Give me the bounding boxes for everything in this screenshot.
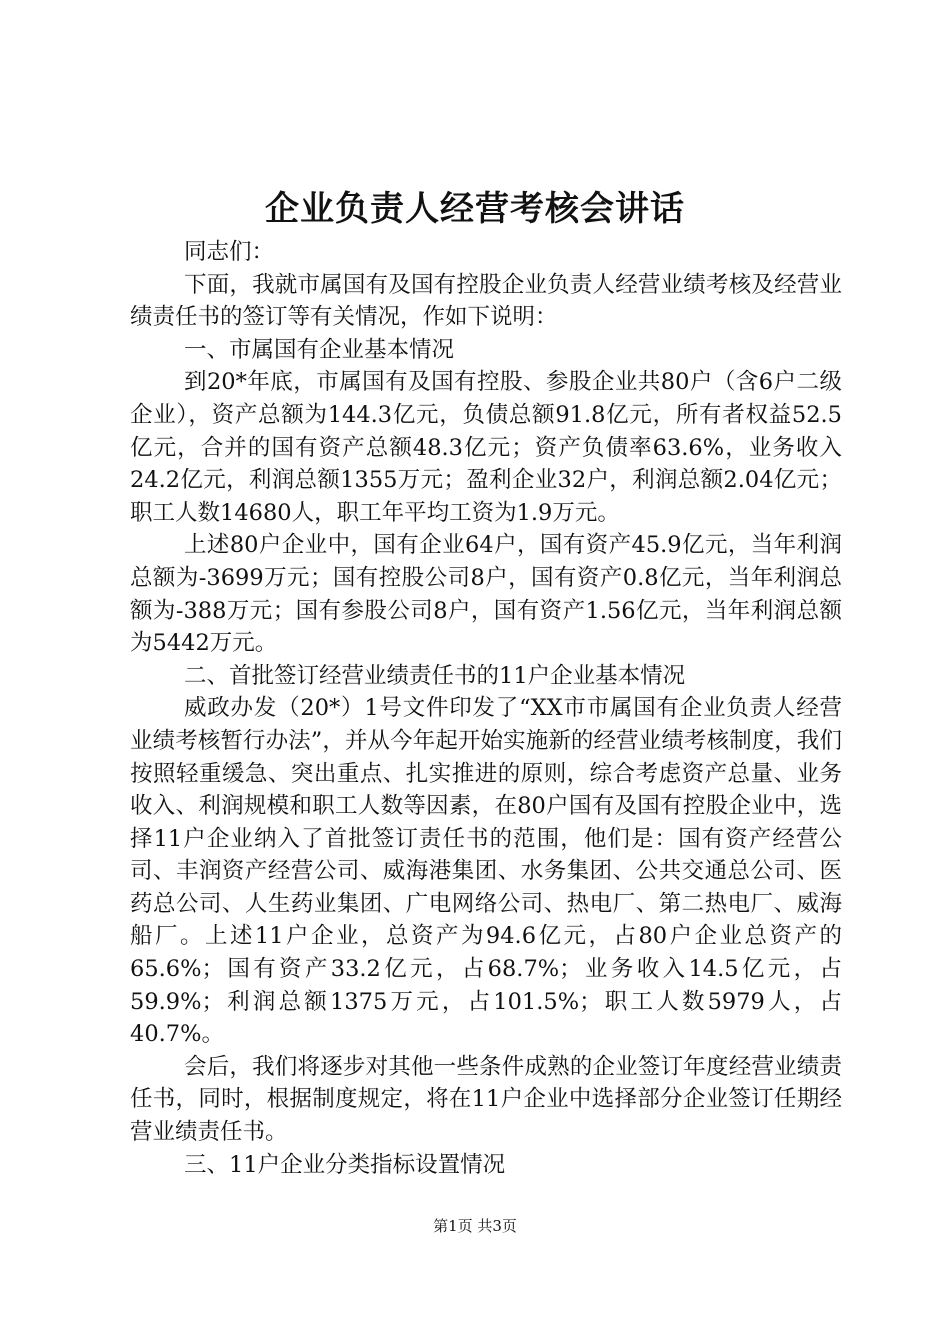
section-heading-3: 三、11户企业分类指标设置情况 <box>184 1151 506 1178</box>
intro-paragraph: 下面，我就市属国有及国有控股企业负责人经营业绩考核及经营业绩责任书的签订等有关情况，作如下说明： <box>130 271 842 331</box>
document-body <box>130 236 842 1181</box>
page-footer: 第1页 共3页 <box>433 1217 517 1235</box>
section-heading-2: 二、首批签订经营业绩责任书的11户企业基本情况 <box>184 662 686 689</box>
body-paragraph: 威政办发（20*）1号文件印发了“XX市市属国有企业负责人经营业绩考核暂行办法”，并从今年起开始实施新的经营业绩考核制度，我们按照轻重缓急、突出重点、扎实推进的原则，综合考虑资产总量、业务收入、利润规模和职工人数等因素，在80户国有及国有控股企业中，选择11户企业纳入了首批签订责任书的范围，他们是：国有资产经营公司、丰润资产经营公司、威海港集团、水务集团、公共交通总公司、医药总公司、人生药业集团、广电网络公司、热电厂、第二热电厂、威海船厂。上述11户企业，总资产为94.6亿元，占80户企业总资产的65.6%；国有资产33.2亿元，占68.7%；业务收入14.5亿元，占59.9%；利润总额1375万元，占101.5%；职工人数5979人，占40.7%。 <box>130 695 842 1048</box>
body-paragraph: 上述80户企业中，国有企业64户，国有资产45.9亿元，当年利润总额为-3699万元；国有控股公司8户，国有资产0.8亿元，当年利润总额为-388万元；国有参股公司8户，国有资产1.56亿元，当年利润总额为5442万元。 <box>130 532 842 657</box>
document-title: 企业负责人经营考核会讲话 <box>265 189 685 229</box>
section-heading-1: 一、市属国有企业基本情况 <box>184 336 455 363</box>
body-paragraph: 会后，我们将逐步对其他一些条件成熟的企业签订年度经营业绩责任书，同时，根据制度规定，将在11户企业中选择部分企业签订任期经营业绩责任书。 <box>130 1053 842 1146</box>
body-paragraph: 到20*年底，市属国有及国有控股、参股企业共80户（含6户二级企业），资产总额为144.3亿元，负债总额91.8亿元，所有者权益52.5亿元，合并的国有资产总额48.3亿元；资产负债率63.6%，业务收入24.2亿元，利润总额1355万元；盈利企业32户，利润总额2.04亿元；职工人数14680人，职工年平均工资为1.9万元。 <box>130 369 842 526</box>
salutation: 同志们： <box>184 239 275 265</box>
